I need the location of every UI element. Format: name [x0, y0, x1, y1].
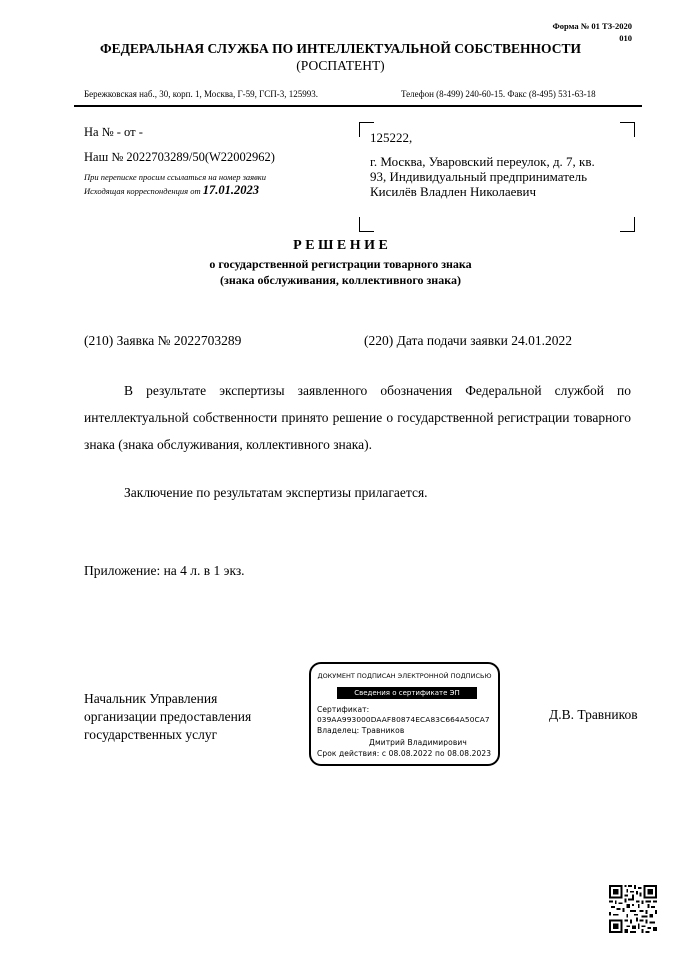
stamp-cert-label: Сертификат: [317, 705, 370, 714]
decision-subtitle-1: о государственной регистрации товарного знака [209, 257, 472, 271]
signer-position-line-2: организации предоставления [84, 709, 252, 724]
recipient-line-2: 93, Индивидуальный предприниматель [370, 169, 588, 184]
our-reference: Наш № 2022703289/50(W22002962) [84, 150, 275, 164]
address-corner-bottom-right [620, 217, 635, 232]
stamp-owner-label: Владелец: Травников [317, 726, 405, 735]
header-divider [74, 105, 642, 107]
signer-position-line-1: Начальник Управления [84, 691, 218, 706]
stamp-owner-name: Дмитрий Владимирович [369, 738, 467, 747]
electronic-signature-stamp [309, 662, 500, 766]
agency-short-name: (РОСПАТЕНТ) [296, 58, 385, 73]
stamp-cert-value: 039AA993000DAAF80874ECA83C664A50CA7 [317, 715, 490, 724]
your-reference: На № - от - [84, 125, 143, 139]
recipient-postcode: 125222, [370, 130, 413, 145]
attachment-note: Приложение: на 4 л. в 1 экз. [84, 563, 245, 578]
decision-title: Р Е Ш Е Н И Е [293, 238, 388, 253]
stamp-header: ДОКУМЕНТ ПОДПИСАН ЭЛЕКТРОННОЙ ПОДПИСЬЮ [317, 672, 492, 680]
agency-address: Бережковская наб., 30, корп. 1, Москва, Г-59, ГСП-3, 125993. [84, 89, 319, 99]
address-corner-top-right [620, 122, 635, 137]
signer-name: Д.В. Травников [549, 707, 638, 722]
reference-note: При переписке просим ссылаться на номер заявки [84, 172, 267, 182]
outgoing-date: 17.01.2023 [202, 183, 259, 197]
recipient-line-1: г. Москва, Уваровский переулок, д. 7, кв. [370, 154, 595, 169]
decision-paragraph: В результате экспертизы заявленного обозначения Федеральной службой по интеллектуальной собственности принято решение о государственной регистрации товарного знака (знака обслуживания, коллективного знака). [84, 383, 631, 452]
agency-title: ФЕДЕРАЛЬНАЯ СЛУЖБА ПО ИНТЕЛЛЕКТУАЛЬНОЙ СОБСТВЕННОСТИ [100, 41, 581, 56]
outgoing-label: Исходящая корреспонденция от [84, 186, 201, 196]
filing-date: (220) Дата подачи заявки 24.01.2022 [364, 333, 573, 348]
decision-subtitle-2: (знака обслуживания, коллективного знака) [220, 273, 461, 287]
conclusion-paragraph: Заключение по результатам экспертизы прилагается. [124, 485, 428, 500]
recipient-line-3: Кисилёв Владлен Николаевич [370, 184, 536, 199]
outgoing-correspondence [84, 183, 259, 198]
qr-code-icon [609, 885, 657, 933]
form-code: 010 [619, 33, 632, 43]
signer-position [84, 690, 251, 744]
signer-position-line-3: государственных услуг [84, 727, 218, 742]
form-number-label: Форма № 01 ТЗ-2020 [552, 21, 632, 31]
stamp-validity: Срок действия: с 08.08.2022 по 08.08.2023 [317, 749, 492, 758]
stamp-certificate-bar: Сведения о сертификате ЭП [337, 687, 477, 699]
address-corner-bottom-left [359, 217, 374, 232]
agency-phones: Телефон (8-499) 240-60-15. Факс (8-495) 531-63-18 [401, 89, 596, 99]
application-number: (210) Заявка № 2022703289 [84, 333, 242, 348]
